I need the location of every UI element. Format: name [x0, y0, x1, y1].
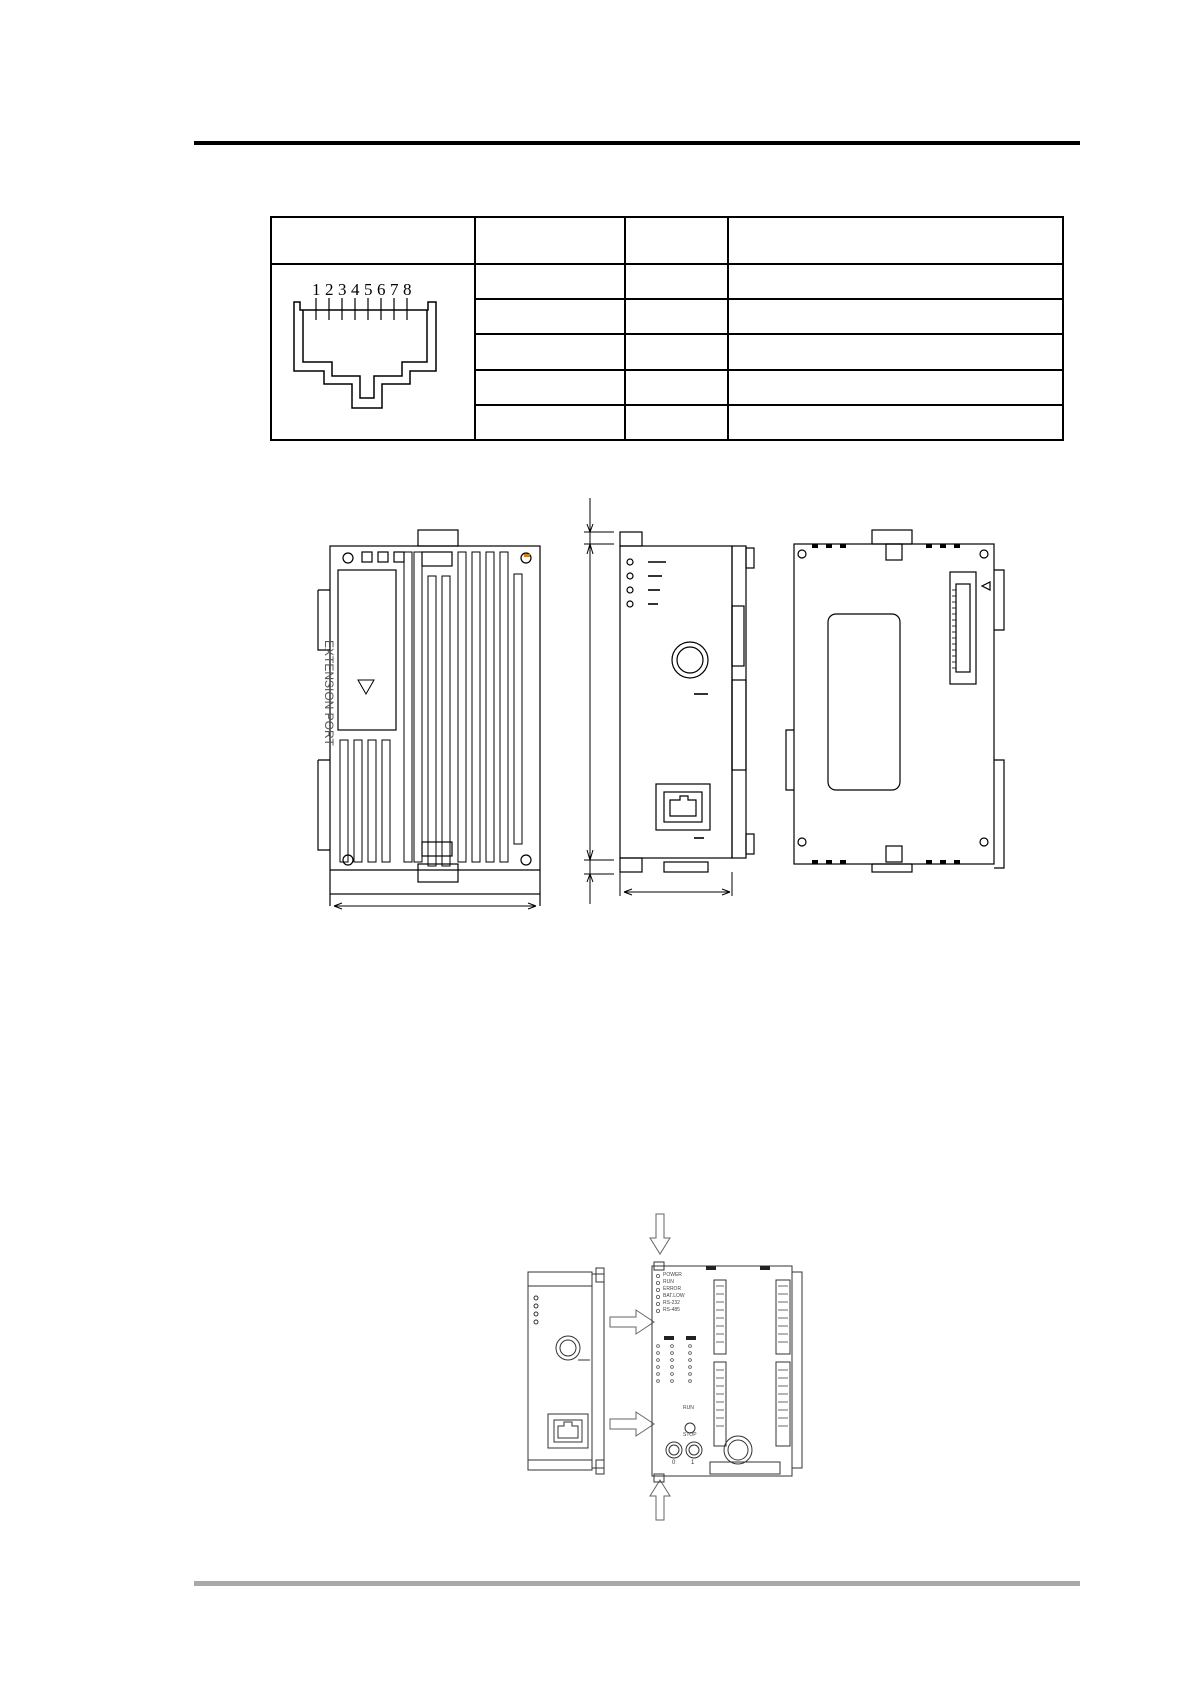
table-header-row [271, 217, 1063, 264]
arrow-right-icon [610, 1412, 654, 1436]
status-label: RUN [663, 1279, 674, 1285]
table-cell [625, 405, 728, 440]
table-cell [728, 334, 1063, 369]
table-cell [475, 405, 625, 440]
pin-number: 1 [312, 280, 321, 299]
status-label: ERROR [663, 1286, 682, 1292]
header-rule [194, 141, 1080, 145]
table-cell [625, 299, 728, 334]
status-label: BAT.LOW [663, 1293, 685, 1299]
table-header-cell [475, 217, 625, 264]
status-label: RS-485 [663, 1307, 680, 1313]
pin-number: 3 [338, 280, 347, 299]
status-label: POWER [663, 1272, 682, 1278]
vr1-label: 1 [691, 1460, 695, 1466]
pin-number: 4 [351, 280, 360, 299]
table-cell [728, 370, 1063, 405]
table-cell [728, 405, 1063, 440]
pin-number: 2 [325, 280, 334, 299]
table-header-cell [271, 217, 475, 264]
arrow-right-icon [610, 1310, 654, 1334]
table-header-cell [728, 217, 1063, 264]
pin-number: 5 [364, 280, 373, 299]
table-header-cell [625, 217, 728, 264]
front-view-drawing [318, 530, 550, 910]
status-label: RS-232 [663, 1300, 680, 1306]
side-view-drawing [584, 498, 754, 904]
table-cell [625, 264, 728, 299]
table-cell [625, 370, 728, 405]
table-cell [728, 264, 1063, 299]
table-cell [475, 264, 625, 299]
table-cell [475, 299, 625, 334]
arrow-up-icon [650, 1480, 670, 1520]
table-cell [625, 334, 728, 369]
extension-module-drawing [524, 1264, 610, 1478]
footer-rule [194, 1581, 1080, 1586]
rear-view-drawing [776, 530, 1016, 872]
plc-status-labels [663, 1272, 685, 1314]
extension-port-label: EXTENSION PORT [322, 640, 336, 746]
vr0-label: 0 [672, 1460, 676, 1466]
run-switch-label: RUN [683, 1405, 694, 1411]
pin-number: 8 [403, 280, 412, 299]
arrow-down-icon [650, 1214, 670, 1254]
pin-number: 6 [377, 280, 386, 299]
table-cell [728, 299, 1063, 334]
rj45-jack-icon [292, 298, 442, 410]
stop-switch-label: STOP [683, 1432, 697, 1438]
pin-number: 7 [390, 280, 399, 299]
table-cell [475, 370, 625, 405]
table-cell [475, 334, 625, 369]
